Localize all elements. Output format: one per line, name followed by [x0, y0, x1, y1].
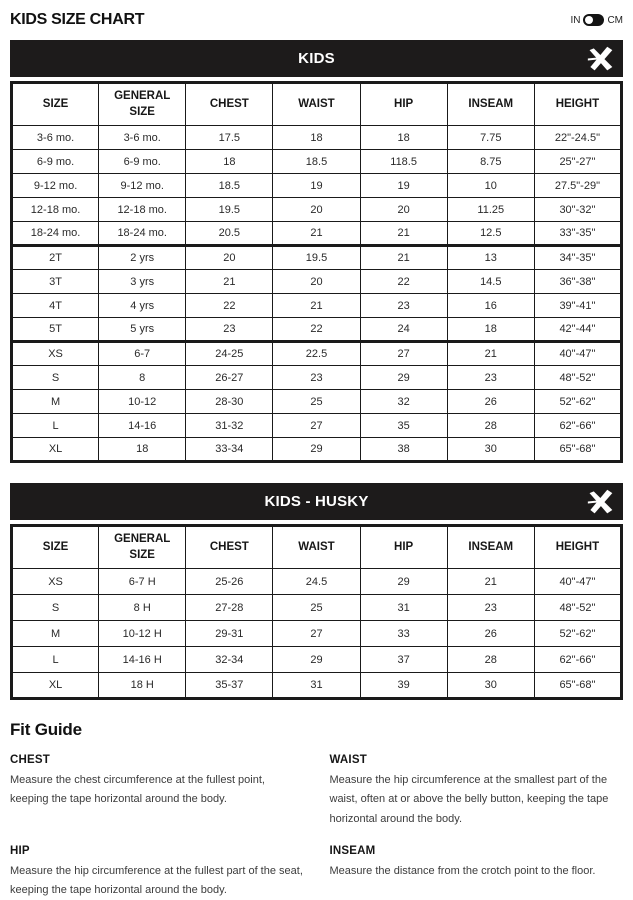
- table-cell: 18 H: [99, 673, 186, 699]
- fit-guide-title: Fit Guide: [10, 720, 82, 739]
- column-header: GENERAL SIZE: [99, 83, 186, 126]
- table-cell: 33-34: [186, 438, 273, 462]
- table-cell: 27: [273, 621, 360, 647]
- table-cell: XL: [12, 673, 99, 699]
- table-cell: 6-9 mo.: [99, 150, 186, 174]
- table-cell: 27.5"-29": [534, 174, 621, 198]
- column-header: SIZE: [12, 526, 99, 569]
- table-cell: 19.5: [273, 246, 360, 270]
- table-cell: 28: [447, 414, 534, 438]
- table-cell: 19: [360, 174, 447, 198]
- table-cell: 18: [186, 150, 273, 174]
- table-cell: 3T: [12, 270, 99, 294]
- table-cell: 21: [273, 222, 360, 246]
- fit-guide-item-chest: [10, 754, 304, 829]
- table-cell: 33: [360, 621, 447, 647]
- table-cell: 9-12 mo.: [99, 174, 186, 198]
- table-cell: 22.5: [273, 342, 360, 366]
- table-cell: 23: [360, 294, 447, 318]
- table-row: [12, 366, 622, 390]
- table-cell: 28: [447, 647, 534, 673]
- table-cell: 10-12: [99, 390, 186, 414]
- table-cell: 4 yrs: [99, 294, 186, 318]
- table-cell: 26-27: [186, 366, 273, 390]
- table-cell: 32-34: [186, 647, 273, 673]
- table-cell: 33"-35": [534, 222, 621, 246]
- size-table-kids-husky: [10, 524, 623, 700]
- table-cell: 18-24 mo.: [99, 222, 186, 246]
- table-cell: 22: [186, 294, 273, 318]
- table-row: [12, 390, 622, 414]
- table-cell: 6-9 mo.: [12, 150, 99, 174]
- column-header: WAIST: [273, 83, 360, 126]
- unit-in-label[interactable]: IN: [570, 14, 581, 26]
- column-header: CHEST: [186, 83, 273, 126]
- table-body: [12, 126, 622, 462]
- column-header: INSEAM: [447, 526, 534, 569]
- column-header: SIZE: [12, 83, 99, 126]
- table-cell: 25"-27": [534, 150, 621, 174]
- table-cell: 26: [447, 390, 534, 414]
- table-cell: 31: [273, 673, 360, 699]
- table-cell: 39"-41": [534, 294, 621, 318]
- brand-x-star-icon: [587, 488, 614, 515]
- table-cell: 20.5: [186, 222, 273, 246]
- column-header: WAIST: [273, 526, 360, 569]
- size-table-section-kids: [10, 40, 623, 463]
- table-cell: 14.5: [447, 270, 534, 294]
- table-cell: 5T: [12, 318, 99, 342]
- table-title: KIDS - HUSKY: [264, 493, 369, 510]
- table-title: KIDS: [298, 50, 335, 67]
- table-cell: 42"-44": [534, 318, 621, 342]
- table-cell: 22: [360, 270, 447, 294]
- table-cell: 17.5: [186, 126, 273, 150]
- table-cell: 65"-68": [534, 438, 621, 462]
- fit-guide-section: [10, 720, 623, 900]
- fit-guide-text: Measure the distance from the crotch point to the floor.: [329, 864, 596, 877]
- table-cell: M: [12, 621, 99, 647]
- unit-cm-label[interactable]: CM: [607, 14, 623, 26]
- top-bar: [10, 7, 623, 33]
- table-cell: 24.5: [273, 569, 360, 595]
- table-cell: 13: [447, 246, 534, 270]
- table-cell: 27: [360, 342, 447, 366]
- column-header: GENERAL SIZE: [99, 526, 186, 569]
- table-cell: 62"-66": [534, 414, 621, 438]
- table-cell: 19.5: [186, 198, 273, 222]
- table-cell: 37: [360, 647, 447, 673]
- table-cell: XL: [12, 438, 99, 462]
- table-cell: 18.5: [273, 150, 360, 174]
- table-cell: 18: [99, 438, 186, 462]
- table-cell: 9-12 mo.: [12, 174, 99, 198]
- table-cell: 118.5: [360, 150, 447, 174]
- table-cell: 20: [186, 246, 273, 270]
- column-header: CHEST: [186, 526, 273, 569]
- table-cell: 22: [273, 318, 360, 342]
- table-cell: 29: [273, 647, 360, 673]
- unit-toggle[interactable]: [570, 14, 623, 26]
- table-cell: 2T: [12, 246, 99, 270]
- table-row: [12, 647, 622, 673]
- table-cell: 29: [360, 569, 447, 595]
- size-table-section-kids-husky: [10, 483, 623, 700]
- table-cell: 21: [447, 342, 534, 366]
- table-cell: 30: [447, 673, 534, 699]
- table-header-row: [12, 83, 622, 126]
- fit-guide-grid: [10, 754, 623, 900]
- table-cell: 39: [360, 673, 447, 699]
- table-cell: 36"-38": [534, 270, 621, 294]
- table-cell: 5 yrs: [99, 318, 186, 342]
- table-cell: 21: [447, 569, 534, 595]
- table-cell: 2 yrs: [99, 246, 186, 270]
- table-title-bar: [10, 483, 623, 520]
- table-body: [12, 569, 622, 699]
- fit-guide-item-waist: [330, 754, 624, 829]
- table-cell: 26: [447, 621, 534, 647]
- table-cell: 24-25: [186, 342, 273, 366]
- table-cell: 16: [447, 294, 534, 318]
- table-cell: 19: [273, 174, 360, 198]
- table-row: [12, 294, 622, 318]
- table-cell: 14-16 H: [99, 647, 186, 673]
- table-cell: 12-18 mo.: [12, 198, 99, 222]
- table-row: [12, 126, 622, 150]
- table-cell: 52"-62": [534, 390, 621, 414]
- table-cell: 20: [273, 270, 360, 294]
- page-title: KIDS SIZE CHART: [10, 11, 145, 28]
- fit-guide-text: Measure the hip circumference at the smallest part of the waist, often at or above the belly button, keeping the tape horizontal around the body.: [329, 774, 609, 825]
- table-cell: 23: [273, 366, 360, 390]
- table-row: [12, 438, 622, 462]
- table-cell: 25: [273, 595, 360, 621]
- table-cell: 24: [360, 318, 447, 342]
- table-cell: 18: [447, 318, 534, 342]
- table-row: [12, 222, 622, 246]
- table-cell: 23: [186, 318, 273, 342]
- table-cell: 35-37: [186, 673, 273, 699]
- table-cell: 31: [360, 595, 447, 621]
- table-cell: 25-26: [186, 569, 273, 595]
- table-row: [12, 414, 622, 438]
- table-cell: 48"-52": [534, 366, 621, 390]
- table-cell: 8 H: [99, 595, 186, 621]
- table-cell: 14-16: [99, 414, 186, 438]
- table-cell: 62"-66": [534, 647, 621, 673]
- table-row: [12, 621, 622, 647]
- table-cell: 40"-47": [534, 342, 621, 366]
- table-cell: 10: [447, 174, 534, 198]
- table-cell: L: [12, 647, 99, 673]
- table-cell: M: [12, 390, 99, 414]
- table-cell: 21: [186, 270, 273, 294]
- table-cell: 32: [360, 390, 447, 414]
- table-cell: 20: [273, 198, 360, 222]
- table-cell: 12-18 mo.: [99, 198, 186, 222]
- table-row: [12, 198, 622, 222]
- toggle-knob-icon: [585, 16, 593, 24]
- unit-toggle-switch[interactable]: [583, 14, 604, 26]
- table-row: [12, 174, 622, 198]
- fit-guide-item-inseam: [330, 845, 624, 900]
- table-row: [12, 595, 622, 621]
- table-title-bar: [10, 40, 623, 77]
- table-cell: 31-32: [186, 414, 273, 438]
- table-cell: 4T: [12, 294, 99, 318]
- table-row: [12, 150, 622, 174]
- table-cell: 27: [273, 414, 360, 438]
- table-cell: XS: [12, 569, 99, 595]
- table-cell: 22"-24.5": [534, 126, 621, 150]
- table-cell: 18: [360, 126, 447, 150]
- table-cell: 6-7 H: [99, 569, 186, 595]
- table-cell: 10-12 H: [99, 621, 186, 647]
- table-cell: 11.25: [447, 198, 534, 222]
- table-cell: 30: [447, 438, 534, 462]
- table-cell: 35: [360, 414, 447, 438]
- fit-guide-text: Measure the chest circumference at the fullest point, keeping the tape horizontal around the body.: [10, 774, 265, 806]
- fit-guide-label: CHEST: [10, 754, 50, 766]
- fit-guide-label: WAIST: [329, 754, 367, 766]
- table-row: [12, 270, 622, 294]
- table-cell: 18-24 mo.: [12, 222, 99, 246]
- table-cell: 27-28: [186, 595, 273, 621]
- table-cell: 20: [360, 198, 447, 222]
- column-header: INSEAM: [447, 83, 534, 126]
- table-cell: 21: [360, 222, 447, 246]
- table-cell: 29-31: [186, 621, 273, 647]
- table-cell: XS: [12, 342, 99, 366]
- table-cell: 8.75: [447, 150, 534, 174]
- table-cell: S: [12, 595, 99, 621]
- table-cell: L: [12, 414, 99, 438]
- table-row: [12, 318, 622, 342]
- table-cell: 40"-47": [534, 569, 621, 595]
- table-cell: 34"-35": [534, 246, 621, 270]
- table-cell: 23: [447, 366, 534, 390]
- table-cell: 18.5: [186, 174, 273, 198]
- table-cell: 48"-52": [534, 595, 621, 621]
- column-header: HIP: [360, 83, 447, 126]
- table-row: [12, 569, 622, 595]
- table-cell: 25: [273, 390, 360, 414]
- fit-guide-text: Measure the hip circumference at the fullest part of the seat, keeping the tape horizontal around the body.: [10, 864, 303, 896]
- table-header-row: [12, 526, 622, 569]
- table-cell: 28-30: [186, 390, 273, 414]
- table-cell: 8: [99, 366, 186, 390]
- table-cell: 6-7: [99, 342, 186, 366]
- header-row: [12, 526, 622, 569]
- table-cell: 7.75: [447, 126, 534, 150]
- size-table-kids: [10, 81, 623, 463]
- table-cell: 30"-32": [534, 198, 621, 222]
- header-row: [12, 83, 622, 126]
- column-header: HEIGHT: [534, 83, 621, 126]
- table-cell: 21: [273, 294, 360, 318]
- table-cell: 52"-62": [534, 621, 621, 647]
- table-cell: 3-6 mo.: [12, 126, 99, 150]
- table-row: [12, 246, 622, 270]
- fit-guide-label: HIP: [10, 844, 30, 857]
- table-cell: 3 yrs: [99, 270, 186, 294]
- table-cell: 3-6 mo.: [99, 126, 186, 150]
- fit-guide-label: INSEAM: [329, 844, 376, 857]
- table-cell: 29: [273, 438, 360, 462]
- table-cell: 21: [360, 246, 447, 270]
- table-cell: 12.5: [447, 222, 534, 246]
- brand-x-star-icon: [587, 45, 614, 72]
- table-row: [12, 673, 622, 699]
- table-cell: 38: [360, 438, 447, 462]
- column-header: HEIGHT: [534, 526, 621, 569]
- table-row: [12, 342, 622, 366]
- table-cell: 18: [273, 126, 360, 150]
- column-header: HIP: [360, 526, 447, 569]
- table-cell: S: [12, 366, 99, 390]
- fit-guide-item-hip: [10, 845, 304, 900]
- table-cell: 65"-68": [534, 673, 621, 699]
- table-cell: 29: [360, 366, 447, 390]
- table-cell: 23: [447, 595, 534, 621]
